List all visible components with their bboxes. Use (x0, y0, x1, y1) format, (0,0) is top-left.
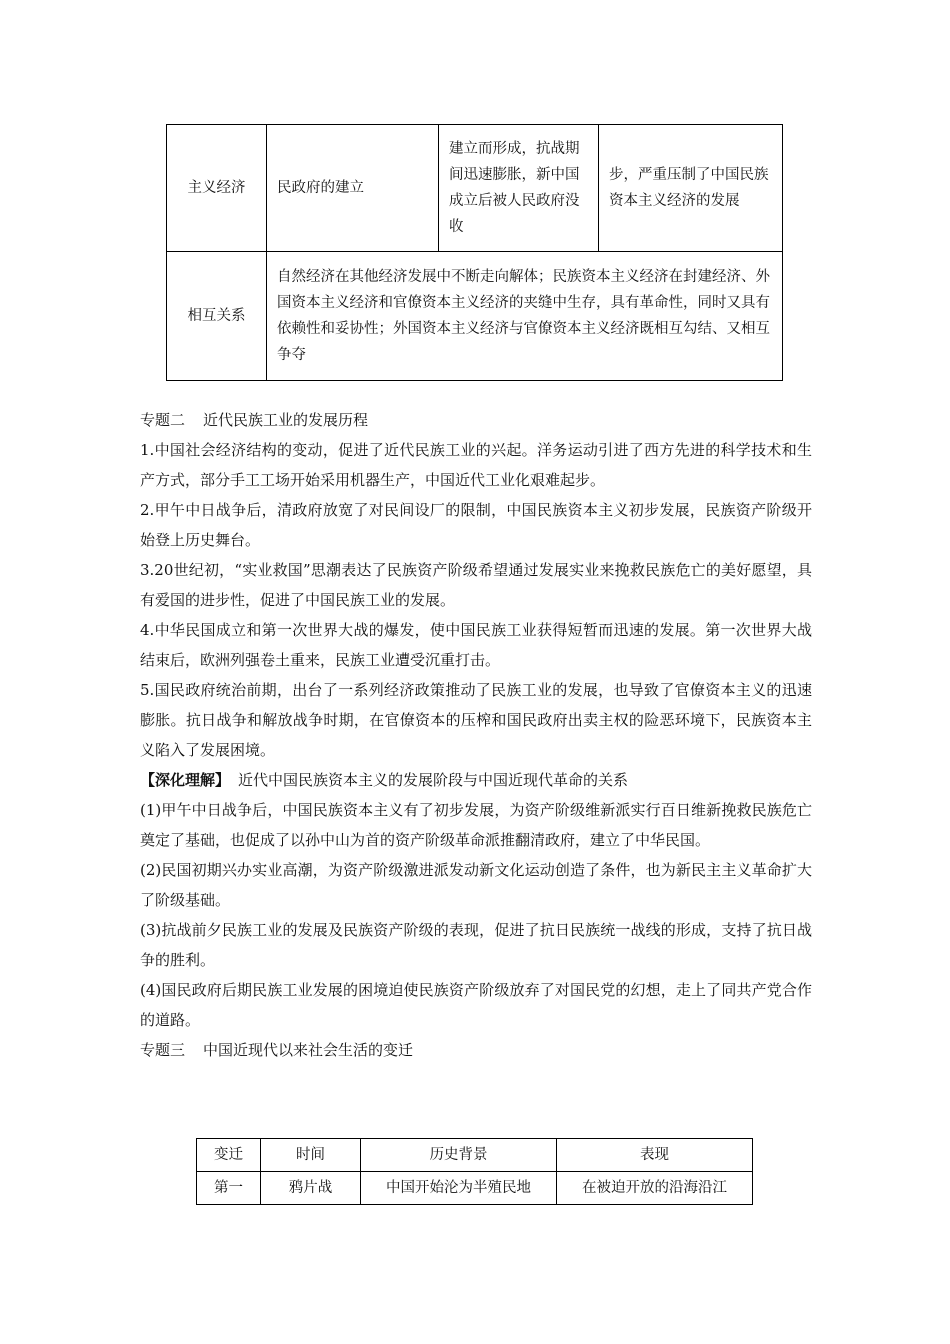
table-cell: 步，严重压制了中国民族资本主义经济的发展 (599, 125, 783, 252)
paragraph: (2)民国初期兴办实业高潮，为资产阶级激进派发动新文化运动创造了条件，也为新民主主义革命扩大了阶级基础。 (140, 861, 812, 909)
section-label: 专题三 (140, 1041, 186, 1059)
deepening-title: 近代中国民族资本主义的发展阶段与中国近现代革命的关系 (238, 771, 629, 789)
paragraph: 1.中国社会经济结构的变动，促进了近代民族工业的兴起。洋务运动引进了西方先进的科学技术和生产方式，部分手工工场开始采用机器生产，中国近代工业化艰难起步。 (140, 441, 812, 489)
section-label: 专题二 (140, 411, 186, 429)
paragraph: (4)国民政府后期民族工业发展的困境迫使民族资产阶级放弃了对国民党的幻想，走上了同共产党合作的道路。 (140, 981, 812, 1029)
table-row (167, 252, 783, 381)
table-row (167, 125, 783, 252)
table-cell: 第一 (197, 1172, 261, 1205)
economy-table (166, 124, 783, 381)
table-cell: 民政府的建立 (267, 125, 439, 252)
table-row (197, 1172, 753, 1205)
document-body (140, 405, 812, 1065)
table-header: 变迁 (197, 1139, 261, 1172)
table-cell: 自然经济在其他经济发展中不断走向解体；民族资本主义经济在封建经济、外国资本主义经济和官僚资本主义经济的夹缝中生存，具有革命性，同时又具有依赖性和妥协性；外国资本主义经济与官僚资本主义经济既相互勾结、又相互争夺 (267, 252, 783, 381)
section-title: 中国近现代以来社会生活的变迁 (203, 1041, 414, 1059)
paragraph: 3.20世纪初，“实业救国”思潮表达了民族资产阶级希望通过发展实业来挽救民族危亡的美好愿望，具有爱国的进步性，促进了中国民族工业的发展。 (140, 561, 812, 609)
table-cell: 建立而形成，抗战期间迅速膨胀，新中国成立后被人民政府没收 (439, 125, 599, 252)
deepening-heading (140, 765, 812, 795)
table-cell: 主义经济 (167, 125, 267, 252)
paragraph: (3)抗战前夕民族工业的发展及民族资产阶级的表现，促进了抗日民族统一战线的形成，支持了抗日战争的胜利。 (140, 921, 812, 969)
table-cell: 相互关系 (167, 252, 267, 381)
table-cell: 鸦片战 (261, 1172, 361, 1205)
paragraph: 4.中华民国成立和第一次世界大战的爆发，使中国民族工业获得短暂而迅速的发展。第一次世界大战结束后，欧洲列强卷土重来，民族工业遭受沉重打击。 (140, 621, 812, 669)
section-heading (140, 405, 812, 435)
table-cell: 在被迫开放的沿海沿江 (557, 1172, 753, 1205)
social-change-table (196, 1138, 753, 1205)
table-cell: 中国开始沦为半殖民地 (361, 1172, 557, 1205)
table-header: 表现 (557, 1139, 753, 1172)
table-header: 时间 (261, 1139, 361, 1172)
paragraph: 5.国民政府统治前期，出台了一系列经济政策推动了民族工业的发展，也导致了官僚资本主义的迅速膨胀。抗日战争和解放战争时期，在官僚资本的压榨和国民政府出卖主权的险恶环境下，民族资本主义陷入了发展困境。 (140, 681, 812, 759)
section-title: 近代民族工业的发展历程 (203, 411, 369, 429)
table-header: 历史背景 (361, 1139, 557, 1172)
paragraph: (1)甲午中日战争后，中国民族资本主义有了初步发展，为资产阶级维新派实行百日维新挽救民族危亡奠定了基础，也促成了以孙中山为首的资产阶级革命派推翻清政府，建立了中华民国。 (140, 801, 812, 849)
deepening-label: 【深化理解】 (140, 771, 231, 789)
table-header-row (197, 1139, 753, 1172)
paragraph: 2.甲午中日战争后，清政府放宽了对民间设厂的限制，中国民族资本主义初步发展，民族资产阶级开始登上历史舞台。 (140, 501, 812, 549)
section-heading (140, 1035, 812, 1065)
